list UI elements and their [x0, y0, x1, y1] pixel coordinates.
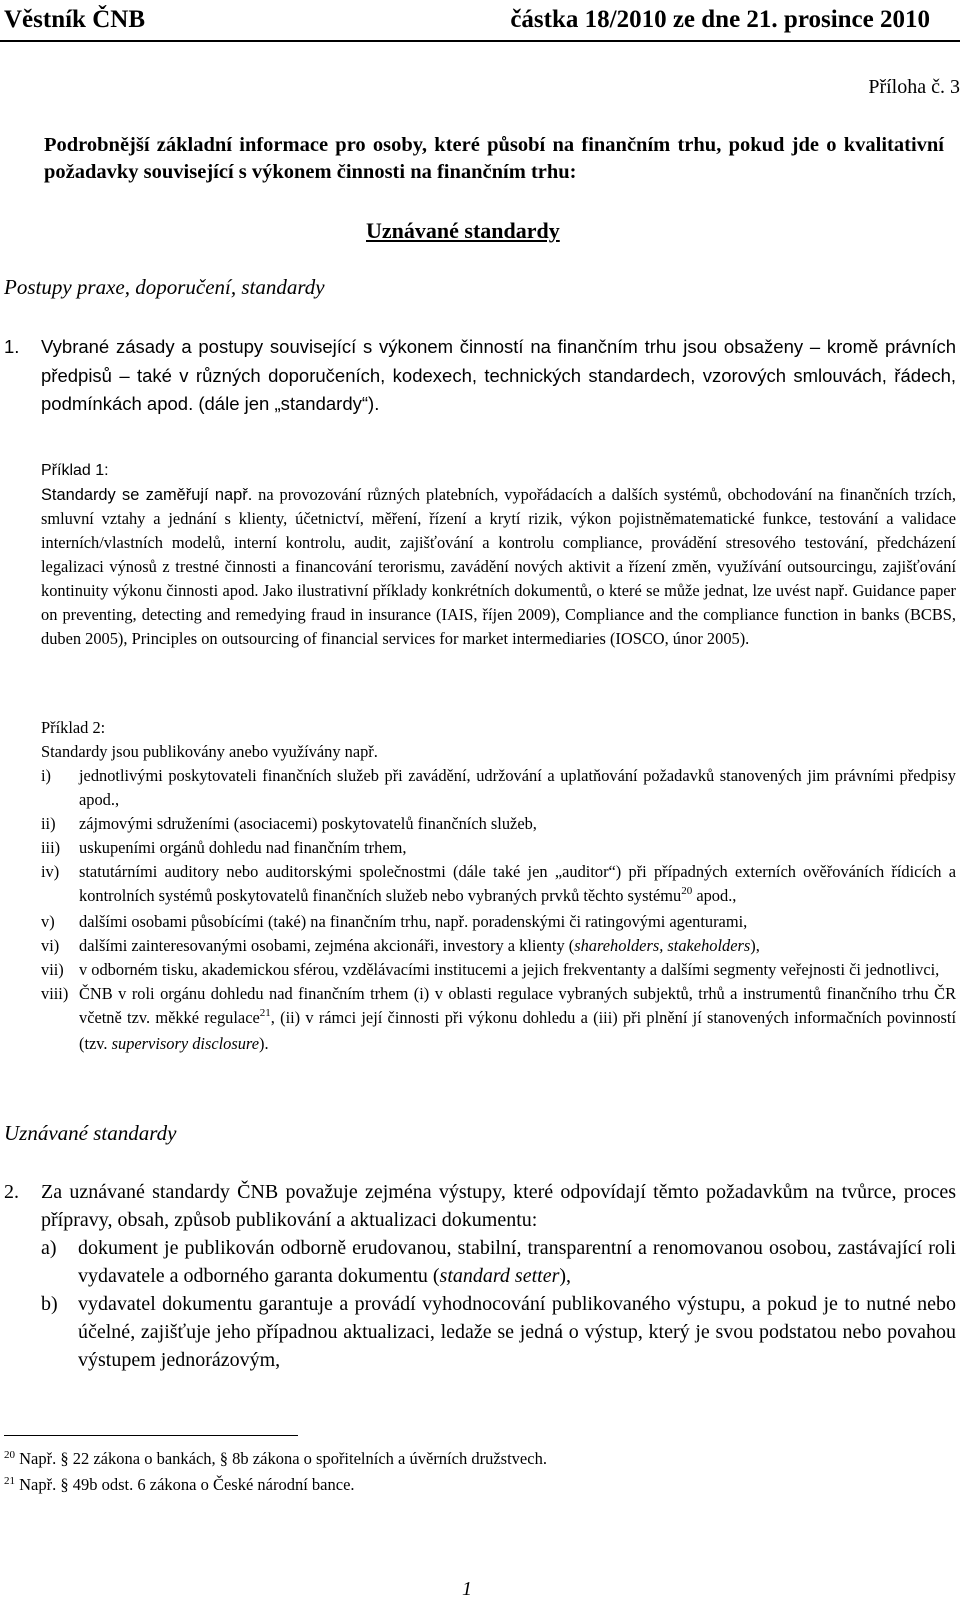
list-item: viii) ČNB v roli orgánu dohledu nad finančním trhem (i) v oblasti regulace vybraných subjektů, trhů a instrumentů finančního trhu ČR včetně tzv. měkké regulace$^{21}$, (ii) v rámci její činnosti při výkonu dohledu a (iii) při plnění jí stanovených informačních povinností (tzv. supervisory disclosure).	[41, 984, 957, 1053]
footnote: $^{20}$ Např. § 22 zákona o bankách, § 8b zákona o spořitelních a úvěrních družstvech.	[4, 1449, 547, 1468]
subheading-recognized-standards: Uznávané standardy	[4, 1121, 177, 1145]
list-item: iii) uskupeními orgánů dohledu nad finančním trhem,	[41, 838, 407, 857]
paragraph-number: 2.	[4, 1181, 19, 1203]
attachment-label: Příloha č. 3	[868, 76, 960, 98]
example-1-title: Příklad 1:	[41, 462, 109, 479]
paragraph-2	[4, 1178, 956, 1374]
paragraph-number: 1.	[4, 336, 20, 357]
example-1	[41, 459, 956, 651]
paragraph-text: Za uznávané standardy ČNB považuje zejména výstupy, které odpovídají těmto požadavkům na tvůrce, proces přípravy, obsah, způsob publikování a aktualizaci dokumentu:	[41, 1181, 956, 1231]
intro-heading: Podrobnější základní informace pro osoby, které působí na finančním trhu, pokud jde o kvalitativní požadavky související s výkonem činnosti na finančním trhu:	[44, 134, 944, 183]
journal-title: Věstník ČNB	[4, 6, 145, 33]
list-item: b) vydavatel dokumentu garantuje a provádí vyhodnocování publikovaného výstupu, a pokud je to nutné nebo účelné, zajišťuje jeho případnou aktualizaci, ledaže se jedná o výstup, který je svou podstatou nebo povahou výstupem jednorázovým,	[41, 1293, 956, 1371]
header-divider	[0, 40, 960, 42]
list-item: ii) zájmovými sdruženími (asociacemi) poskytovatelů finančních služeb,	[41, 814, 537, 833]
example-2-list	[41, 764, 956, 1056]
subheading-practices: Postupy praxe, doporučení, standardy	[4, 275, 325, 299]
page-number: 1	[462, 1578, 472, 1600]
example-2-intro: Standardy jsou publikovány anebo využívány např.	[41, 742, 378, 761]
example-1-text: Standardy se zaměřují např. na provozování různých platebních, vypořádacích a dalších systémů, obchodování na finančních trzích, smluvní vztahy a jednání s klienty, účetnictví, měření, řízení a krytí rizik, výkon pojistněmatematické funkce, testování a validace interních/vlastních modelů, interní kontrolu, audit, zajišťování a kontrolu compliance, provádění stresového testování, předcházení legalizaci výnosů z trestné činnosti a financování terorismu, zavádění nových aktivit a řízení změn, využívání outsourcingu, zajišťování kontinuity výkonu činnosti apod. Jako ilustrativní příklady konkrétních dokumentů, o které se může jednat, lze uvést např. Guidance paper on preventing, detecting and remedying fraud in insurance (IAIS, říjen 2009), Compliance and the compliance function in banks (BCBS, duben 2005), Principles on outsourcing of financial services for market intermediaries (IOSCO, únor 2005).	[41, 485, 956, 648]
list-item: v) dalšími osobami působícími (také) na finančním trhu, např. poradenskými či ratingovými agenturami,	[41, 912, 748, 931]
list-item: vii) v odborném tisku, akademickou sférou, vzdělávacími institucemi a jejich frekventanty a dalšími segmenty veřejnosti či jednotlivci,	[41, 960, 940, 979]
list-item: a) dokument je publikován odborně erudovanou, stabilní, transparentní a renomovanou osobou, zastávající roli vydavatele a odborného garanta dokumentu (standard setter),	[41, 1237, 956, 1287]
issue-date: částka 18/2010 ze dne 21. prosince 2010	[510, 6, 930, 33]
footnote: $^{21}$ Např. § 49b odst. 6 zákona o České národní bance.	[4, 1475, 355, 1494]
section-title-recognized-standards: Uznávané standardy	[366, 218, 560, 243]
footnote-divider	[4, 1435, 298, 1436]
footnote-ref: 20	[681, 885, 693, 897]
list-item: vi) dalšími zainteresovanými osobami, zejména akcionáři, investory a klienty (shareholders, stakeholders),	[41, 936, 760, 955]
footnote-ref: 21	[259, 1007, 271, 1019]
list-item: i) jednotlivými poskytovateli finančních služeb při zavádění, udržování a uplatňování požadavků stanovených jim právními předpisy apod.,	[41, 766, 956, 809]
paragraph-text: Vybrané zásady a postupy související s výkonem činností na finančním trhu jsou obsaženy – kromě právních předpisů – také v různých doporučeních, kodexech, technických standardech, vzorových smlouvách, řádech, podmínkách apod. (dále jen „standardy“).	[41, 336, 956, 414]
example-2	[41, 716, 956, 1056]
list-item: iv) statutárními auditory nebo auditorskými společnostmi (dále také jen „auditor“) při případných externích ověřováních řídicích a kontrolních systémů poskytovatelů finančních služeb nebo vybraných prvků těchto systému$^{20}$ apod.,	[41, 862, 956, 905]
paragraph-2-list	[41, 1234, 956, 1374]
example-2-title: Příklad 2:	[41, 718, 106, 737]
paragraph-1	[4, 333, 956, 419]
